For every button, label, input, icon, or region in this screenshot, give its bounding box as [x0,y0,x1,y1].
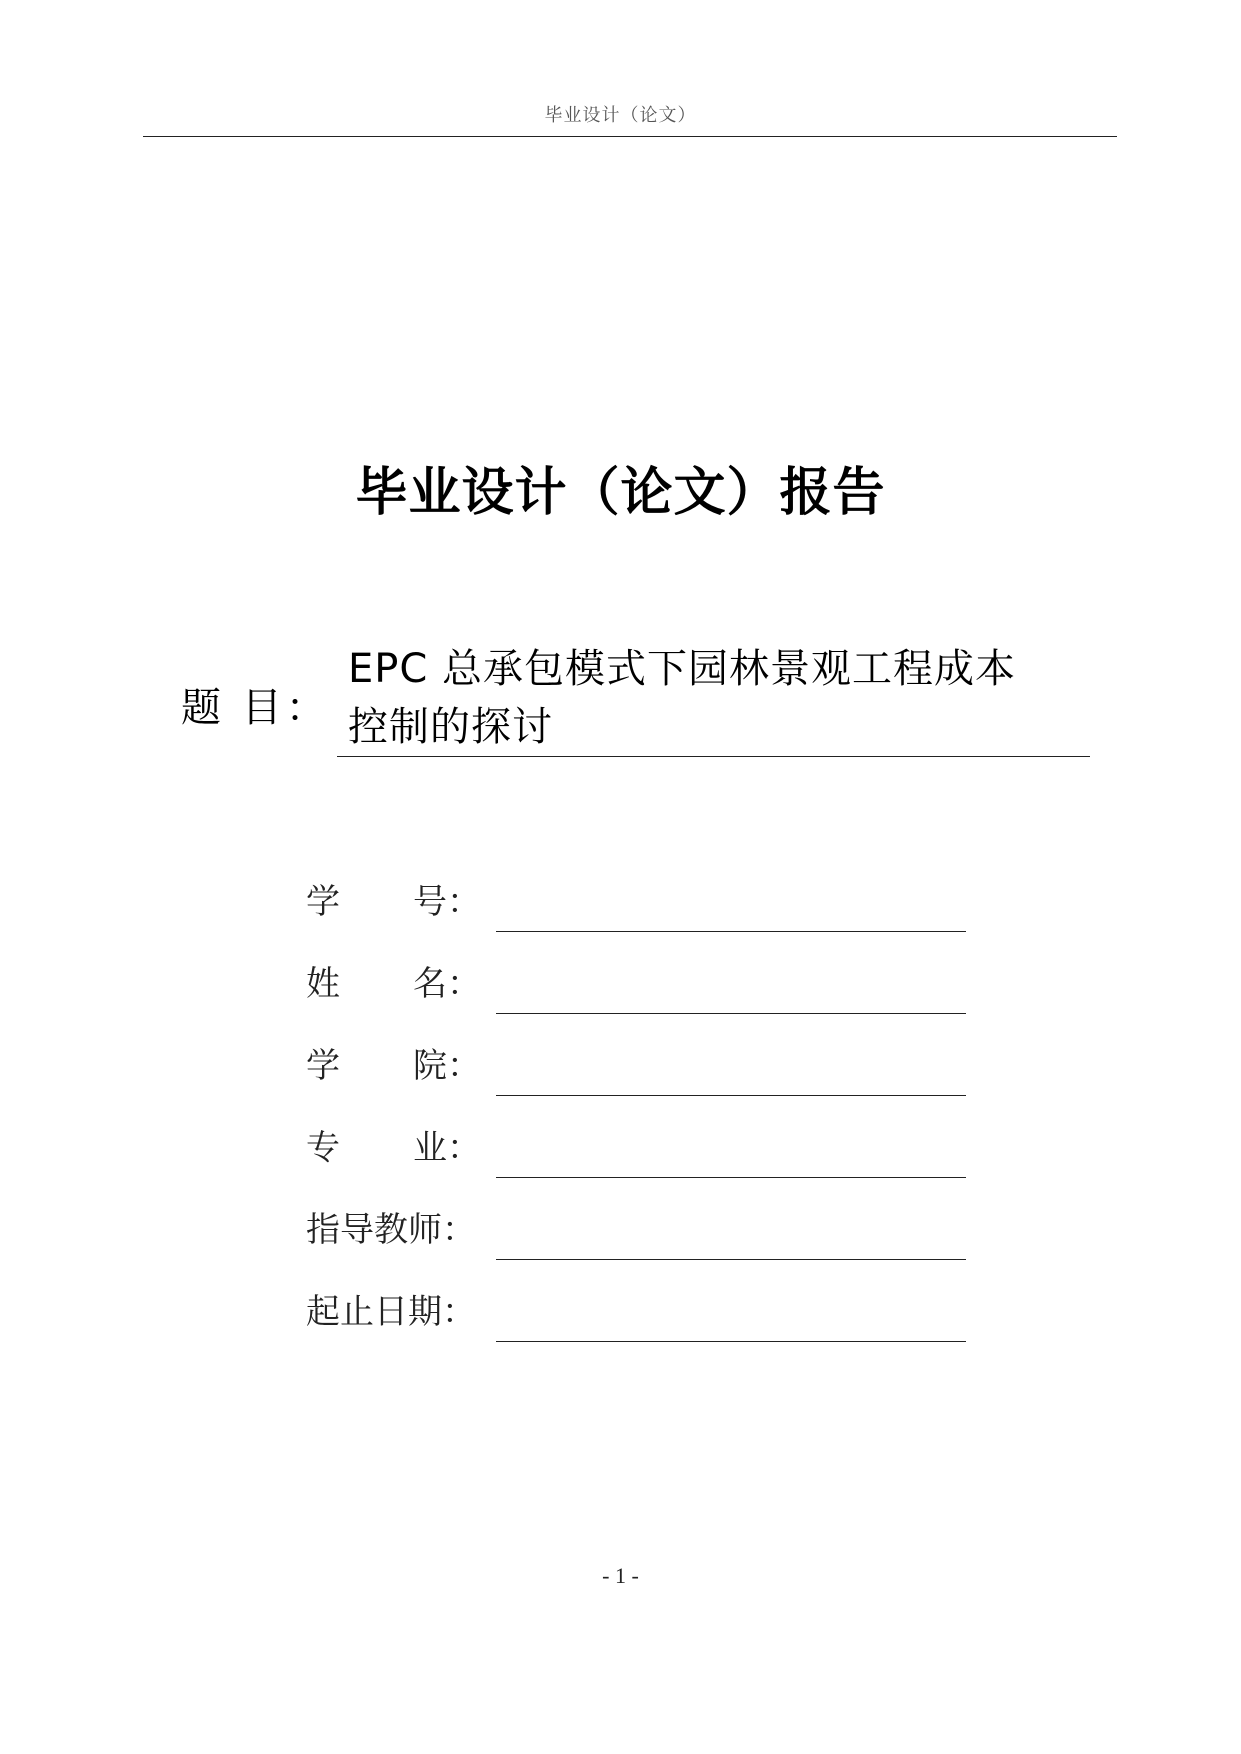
field-label [306,1210,481,1250]
field-label [306,882,481,922]
field-underline [496,1341,966,1342]
field-underline [496,931,966,932]
topic-underline [337,756,1090,757]
field-label [306,1046,481,1086]
running-header: 毕业设计（论文） [544,105,697,126]
report-title: 毕业设计（论文）报告 [355,463,886,523]
field-underline [496,1095,966,1096]
field-college [306,1036,966,1096]
field-label [306,1292,481,1332]
header-rule [143,136,1117,137]
field-label-end: 业： [413,1128,481,1168]
field-label [306,964,481,1004]
field-label-end: 院： [413,1046,481,1086]
page-number: - 1 - [602,1563,639,1588]
field-name [306,954,966,1014]
field-date-range [306,1282,966,1342]
field-label-start: 学 [306,1046,340,1086]
field-underline [496,1013,966,1014]
field-label-start: 指导教师： [306,1210,476,1250]
field-label [306,1128,481,1168]
field-label-end: 名： [413,964,481,1004]
field-label-start: 专 [306,1128,340,1168]
field-label-start: 起止日期： [306,1292,476,1332]
field-label-start: 姓 [306,964,340,1004]
field-major [306,1118,966,1178]
field-underline [496,1259,966,1260]
field-underline [496,1177,966,1178]
field-advisor [306,1200,966,1260]
topic-label: 题 目： [181,685,330,731]
field-label-start: 学 [306,882,340,922]
topic-text: EPC 总承包模式下园林景观工程成本 控制的探讨 [348,646,1017,750]
field-label-end: 号： [413,882,481,922]
field-student-id [306,872,966,932]
